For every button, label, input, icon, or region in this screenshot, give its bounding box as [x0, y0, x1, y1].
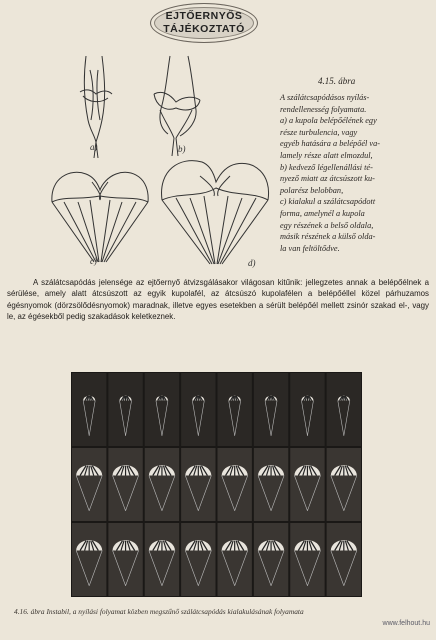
- photo-frame: [108, 373, 142, 446]
- caption-line: c) kialakul a szálátcsapódott: [280, 197, 376, 207]
- photo-frame: [181, 448, 215, 521]
- caption-line: a) a kupola belépőélének egy: [280, 116, 377, 126]
- photo-frame: [181, 523, 215, 596]
- photo-frame: [72, 523, 106, 596]
- caption-line: A szálátcsapódásos nyílás-: [280, 93, 370, 102]
- photo-frame: [218, 373, 252, 446]
- caption-line: b) kedvező légellenállási té-: [280, 162, 373, 172]
- caption-line: polarész belobban,: [280, 185, 344, 195]
- photo-frame: [254, 523, 288, 596]
- label-a: a): [90, 142, 98, 152]
- photo-frame: [327, 448, 361, 521]
- photo-frame: [327, 523, 361, 596]
- photo-frame: [72, 448, 106, 521]
- drawing-d: [162, 161, 269, 264]
- caption-line: másik részének a külső olda-: [280, 232, 376, 242]
- photo-frame: [181, 373, 215, 446]
- watermark: www.felhout.hu: [382, 620, 430, 627]
- figure-caption: [280, 92, 426, 254]
- caption-line: része turbulencia, vagy: [280, 127, 358, 137]
- header-line-1: EJTŐERNYŐS: [165, 10, 243, 22]
- header-badge: [150, 3, 258, 43]
- photo-frame: [72, 373, 106, 446]
- caption-line: forma, amelynél a kupola: [280, 208, 365, 218]
- photo-frame: [290, 448, 324, 521]
- photo-frame: [108, 448, 142, 521]
- body-paragraph-text: A szálátcsapódás jelensége az ejtőernyő átvizsgálásakor világosan kitűnik: jellegzetes annak a belépőélnek a sérülése, amely alatt átcsúszott az egyik kupolafél, az átcsúszó kupolafélen a belépőéllel közel párhuzamos égésnyomok (dörzsölődésnyomok) maradnak, illetve egyes esetekben a sérült belépőél mellett zsinór szakad el-, vagy le, az égésekből pedig szakadások keletkeznek.: [7, 278, 429, 321]
- caption-line: rendellenesség folyamata.: [280, 104, 367, 114]
- photo-frame: [254, 373, 288, 446]
- photo-frame: [218, 523, 252, 596]
- caption-line: egy részének a belső oldala,: [280, 220, 374, 230]
- body-paragraph: [7, 277, 429, 322]
- photo-frame: [145, 373, 179, 446]
- photo-frame: [327, 373, 361, 446]
- photo-sequence: [71, 372, 362, 597]
- figure-drawings: [50, 50, 280, 275]
- photo-frame: [108, 523, 142, 596]
- photo-frame: [290, 523, 324, 596]
- drawing-c: [52, 172, 148, 262]
- label-c: c): [90, 256, 97, 266]
- parachute-line-drawings: [50, 50, 280, 275]
- label-d: d): [248, 258, 256, 268]
- drawing-b: [154, 56, 200, 156]
- caption-line: lamely része alatt elmozdul,: [280, 150, 373, 160]
- figure-number: 4.15. ábra: [318, 76, 356, 86]
- label-b: b): [178, 144, 186, 154]
- photo-frame: [290, 373, 324, 446]
- photo-frame: [145, 448, 179, 521]
- photo-frame: [218, 448, 252, 521]
- caption-line: nyező miatt az átcsúszott ku-: [280, 174, 375, 184]
- caption-line: la van feltöltődve.: [280, 243, 340, 253]
- header-line-2: TÁJÉKOZTATÓ: [163, 23, 245, 35]
- photo-frame: [254, 448, 288, 521]
- photo-frame: [145, 523, 179, 596]
- photo-caption: 4.16. ábra Instabil, a nyílási folyamat közben megszűnő szálátcsapódás kialakulásának folyamata: [14, 607, 304, 616]
- canopy-photo-grid: [71, 372, 362, 597]
- caption-line: egyéb hatására a belépőél va-: [280, 139, 380, 149]
